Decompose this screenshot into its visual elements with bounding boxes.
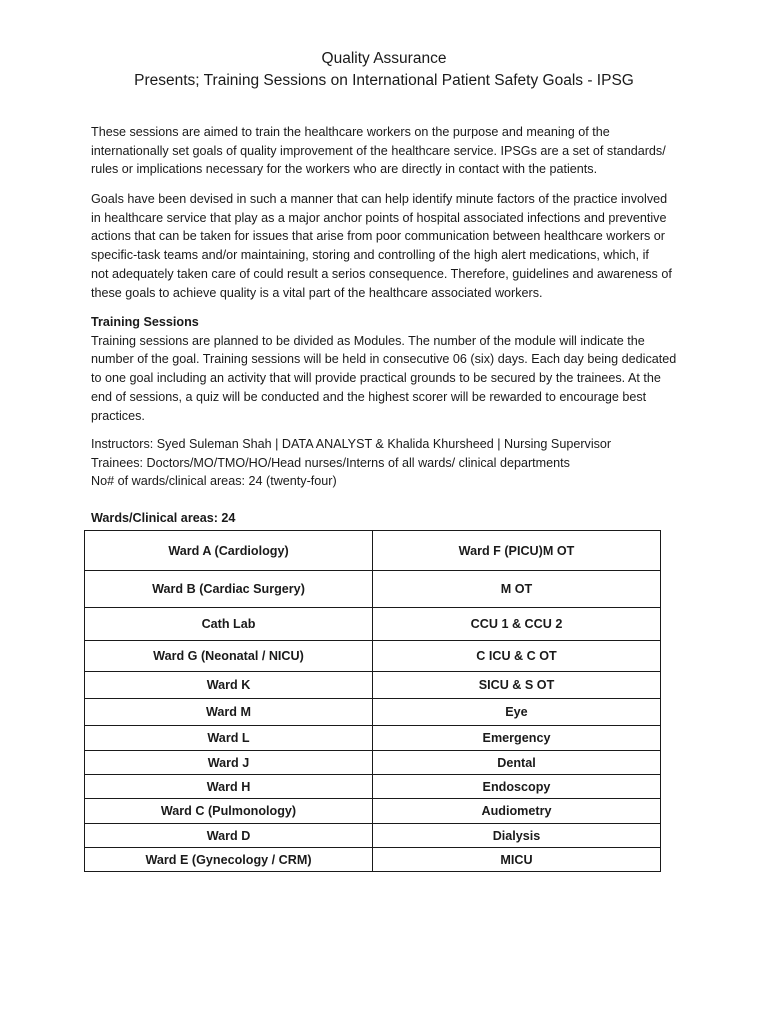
table-cell: M OT [373,571,661,608]
intro-line: internationally set goals of quality improvement of the healthcare service. IPSGs are a set of standards/ [91,143,666,158]
table-cell: MICU [373,848,661,872]
table-cell: Ward A (Cardiology) [85,531,373,571]
table-cell: Ward J [85,751,373,775]
table-cell: Ward M [85,699,373,726]
table-cell: Ward K [85,672,373,699]
ward-count-line: No# of wards/clinical areas: 24 (twenty-four) [91,474,337,489]
table-cell: CCU 1 & CCU 2 [373,608,661,641]
table-row [85,799,661,824]
intro-paragraph [91,123,681,179]
table-cell: Dialysis [373,824,661,848]
table-cell: Emergency [373,726,661,751]
title-line-2: Presents; Training Sessions on International Patient Safety Goals - IPSG [134,72,634,89]
table-row [85,571,661,608]
training-section [91,313,681,425]
trainees-line: Trainees: Doctors/MO/TMO/HO/Head nurses/Interns of all wards/ clinical departments [91,455,570,470]
wards-table [84,530,661,872]
training-line: end of sessions, a quiz will be conducted and the highest scorer will be rewarded to encourage best [91,389,647,404]
training-line: practices. [91,408,145,423]
table-cell: Eye [373,699,661,726]
goals-line: these goals to achieve quality is a vital part of the healthcare associated workers. [91,285,543,300]
table-cell: Ward F (PICU)M OT [373,531,661,571]
table-row [85,531,661,571]
table-cell: SICU & S OT [373,672,661,699]
training-line: number of the goal. Training sessions will be held in consecutive 06 (six) days. Each day being dedicated [91,352,677,367]
training-heading: Training Sessions [91,315,199,329]
table-row [85,751,661,775]
goals-paragraph [91,190,681,302]
table-cell: Dental [373,751,661,775]
goals-line: actions that can be taken for issues that arise from poor communication between healthcare workers or [91,229,666,244]
table-row [85,672,661,699]
table-cell: Ward L [85,726,373,751]
table-cell: C ICU & C OT [373,641,661,672]
goals-line: specific-task teams and/or maintaining, storing and controlling of the high alert medications, which, if [91,248,649,263]
table-row [85,726,661,751]
table-cell: Ward G (Neonatal / NICU) [85,641,373,672]
table-cell: Audiometry [373,799,661,824]
table-cell: Ward B (Cardiac Surgery) [85,571,373,608]
table-row [85,608,661,641]
training-line: Training sessions are planned to be divided as Modules. The number of the module will indicate the [91,333,645,348]
instructors-line: Instructors: Syed Suleman Shah | DATA ANALYST & Khalida Khursheed | Nursing Supervisor [91,437,612,451]
training-line: to one goal including an activity that will provide practical grounds to be secured by the trainees. At the [91,371,661,386]
table-row [85,641,661,672]
intro-line: These sessions are aimed to train the healthcare workers on the purpose and meaning of the [91,125,610,139]
info-section [91,435,681,491]
table-row [85,775,661,799]
document-title [0,48,768,92]
table-cell: Cath Lab [85,608,373,641]
goals-line: Goals have been devised in such a manner that can help identify minute factors of the practice involved [91,192,668,206]
table-cell: Endoscopy [373,775,661,799]
table-cell: Ward E (Gynecology / CRM) [85,848,373,872]
title-line-1: Quality Assurance [321,50,447,67]
intro-line: rules or implications necessary for the workers who are directly in contact with the patients. [91,162,598,177]
table-row [85,848,661,872]
table-row [85,824,661,848]
table-cell: Ward D [85,824,373,848]
table-cell: Ward H [85,775,373,799]
table-row [85,699,661,726]
wards-table-heading: Wards/Clinical areas: 24 [91,511,236,525]
goals-line: in healthcare service that play as a major anchor points of hospital associated infections and preventive [91,210,667,225]
table-cell: Ward C (Pulmonology) [85,799,373,824]
goals-line: not adequately taken care of could result a serios consequence. Therefore, guidelines and awareness of [91,266,672,281]
